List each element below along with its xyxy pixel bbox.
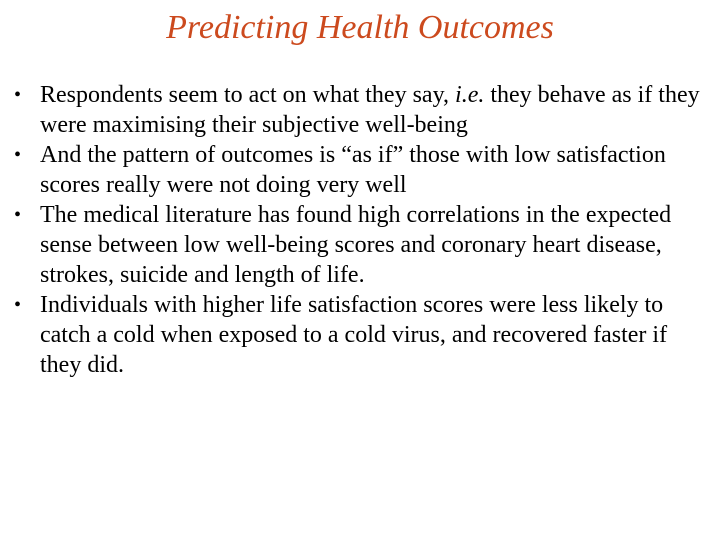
- bullet-marker: •: [14, 144, 22, 166]
- bullet-list: [14, 80, 714, 380]
- bullet-text: The medical literature has found high correlations in the expected sense between low well-being scores and coronary heart disease, strokes, suicide and length of life.: [40, 202, 672, 288]
- bullet-item-3: [14, 200, 714, 290]
- bullet-item-1: [14, 80, 714, 140]
- bullet-text-part: they behave as if they were maximising their subjective well-being: [40, 82, 700, 138]
- bullet-item-4: [14, 290, 714, 380]
- bullet-item-2: [14, 140, 714, 200]
- bullet-text-part: Respondents seem to act on what they say,: [40, 82, 456, 108]
- bullet-marker: •: [14, 294, 22, 316]
- slide-title: Predicting Health Outcomes: [166, 9, 554, 46]
- bullet-text: Individuals with higher life satisfaction scores were less likely to catch a cold when exposed to a cold virus, and recovered faster if they did.: [40, 292, 668, 378]
- bullet-marker: •: [14, 204, 22, 226]
- bullet-marker: •: [14, 84, 22, 106]
- bullet-text: And the pattern of outcomes is “as if” those with low satisfaction scores really were not doing very well: [40, 142, 666, 198]
- bullet-italic-text: i.e.: [455, 82, 485, 108]
